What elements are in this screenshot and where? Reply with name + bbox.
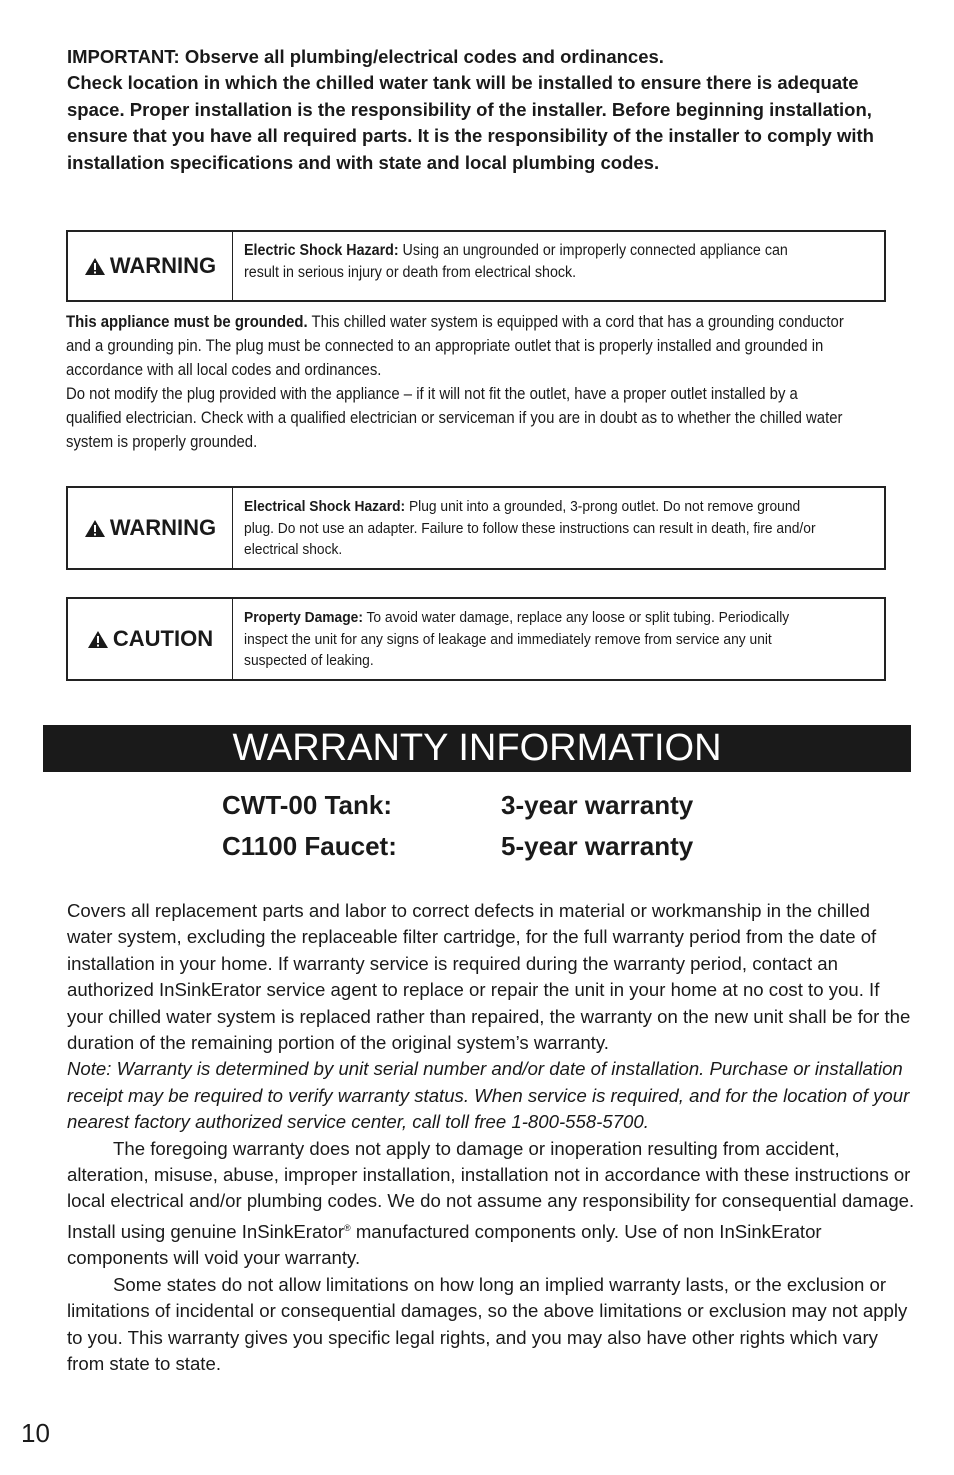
warning-box-electric-shock bbox=[66, 230, 886, 302]
warning-box-electrical-shock bbox=[66, 486, 886, 570]
caution-label-text: CAUTION bbox=[112, 626, 214, 651]
grounded-text: This chilled water system is equipped with a cord that has a grounding conductor and a grounding pin. The plug must be connected to an appropriate outlet that is properly installed and grounded in accordance with all local codes and ordinances. bbox=[66, 313, 844, 379]
warranty-exclusions: The foregoing warranty does not apply to damage or inoperation resulting from accident, alteration, misuse, abuse, improper installation, installation not in accordance with these instructions or local electrical and/or plumbing codes. We do not assume any responsibility for consequential damage. Install using genuine InSinkErator® manufactured components only. Use of non InSinkErator components will void your warranty. bbox=[67, 1137, 915, 1269]
warranty-product: CWT-00 Tank: bbox=[222, 790, 392, 820]
warning-label-text: WARNING bbox=[109, 515, 217, 540]
caution-label bbox=[68, 599, 233, 679]
grounding-instructions bbox=[66, 310, 857, 454]
caution-box-property-damage bbox=[66, 597, 886, 681]
hazard-title: Electrical Shock Hazard: bbox=[244, 498, 406, 515]
hazard-text: To avoid water damage, replace any loose or split tubing. Periodically inspect the unit for any signs of leakage and immediately remove from service any unit suspected of leaking. bbox=[244, 609, 790, 669]
warranty-state-rights: Some states do not allow limitations on how long an implied warranty lasts, or the exclusion or limitations of incidental or consequential damages, so the above limitations or exclusion may not apply to you. This warranty gives you specific legal rights, and you may also have other rights which vary from state to state. bbox=[67, 1273, 908, 1375]
warning-triangle-icon bbox=[87, 630, 109, 649]
warning-message bbox=[233, 488, 832, 568]
warning-message bbox=[233, 232, 832, 300]
warning-triangle-icon bbox=[84, 519, 106, 538]
page-number: 10 bbox=[21, 1418, 50, 1448]
warranty-coverage: Covers all replacement parts and labor to correct defects in material or workmanship in the chilled water system, excluding the replaceable filter cartridge, for the full warranty period from the date of installation in your home. If warranty service is required during the warranty period, contact an authorized InSinkErator service agent to replace or repair the unit in your home at no cost to you. If your chilled water system is replaced rather than repaired, the warranty on the new unit shall be for the duration of the remaining portion of the original system’s warranty. bbox=[67, 900, 911, 1054]
important-notice bbox=[67, 44, 897, 176]
warranty-term: 5-year warranty bbox=[501, 831, 694, 861]
warning-triangle-icon bbox=[84, 257, 106, 276]
hazard-title: Property Damage: bbox=[244, 609, 363, 626]
warning-label bbox=[68, 488, 233, 568]
warning-label-text: WARNING bbox=[109, 253, 217, 278]
registered-mark: ® bbox=[344, 1222, 351, 1233]
warranty-product: C1100 Faucet: bbox=[222, 831, 397, 861]
warranty-note: Note: Warranty is determined by unit serial number and/or date of installation. Purchase or installation receipt may be required to verify warranty status. When service is required, and for the location of your nearest factory authorized service center, call toll free 1-800-558-5700. bbox=[67, 1058, 910, 1133]
grounded-title: This appliance must be grounded. bbox=[66, 313, 308, 331]
warning-label bbox=[68, 232, 233, 300]
important-text: Check location in which the chilled water tank will be installed to ensure there is adequate space. Proper installation is the responsibility of the installer. Before beginning installation, ensure that you have all required parts. It is the responsibility of the installer to comply with installation specifications and with state and local plumbing codes. bbox=[67, 72, 874, 173]
caution-message bbox=[233, 599, 832, 679]
hazard-title: Electric Shock Hazard: bbox=[244, 242, 399, 259]
important-line: IMPORTANT: Observe all plumbing/electrical codes and ordinances. bbox=[67, 46, 664, 67]
warranty-term: 3-year warranty bbox=[501, 790, 694, 820]
warranty-body bbox=[67, 898, 917, 1378]
hazard-text: Plug unit into a grounded, 3-prong outlet. Do not remove ground plug. Do not use an adapter. Failure to follow these instructions can result in death, fire and/or electrical shock. bbox=[244, 498, 816, 558]
plug-text: Do not modify the plug provided with the appliance – if it will not fit the outlet, have a proper outlet installed by a qualified electrician. Check with a qualified electrician or serviceman if you are in doubt as to whether the chilled water system is properly grounded. bbox=[66, 385, 843, 451]
warranty-heading: WARRANTY INFORMATION bbox=[43, 725, 911, 772]
hazard-text: Using an ungrounded or improperly connected appliance can result in serious injury or death from electrical shock. bbox=[244, 242, 788, 281]
